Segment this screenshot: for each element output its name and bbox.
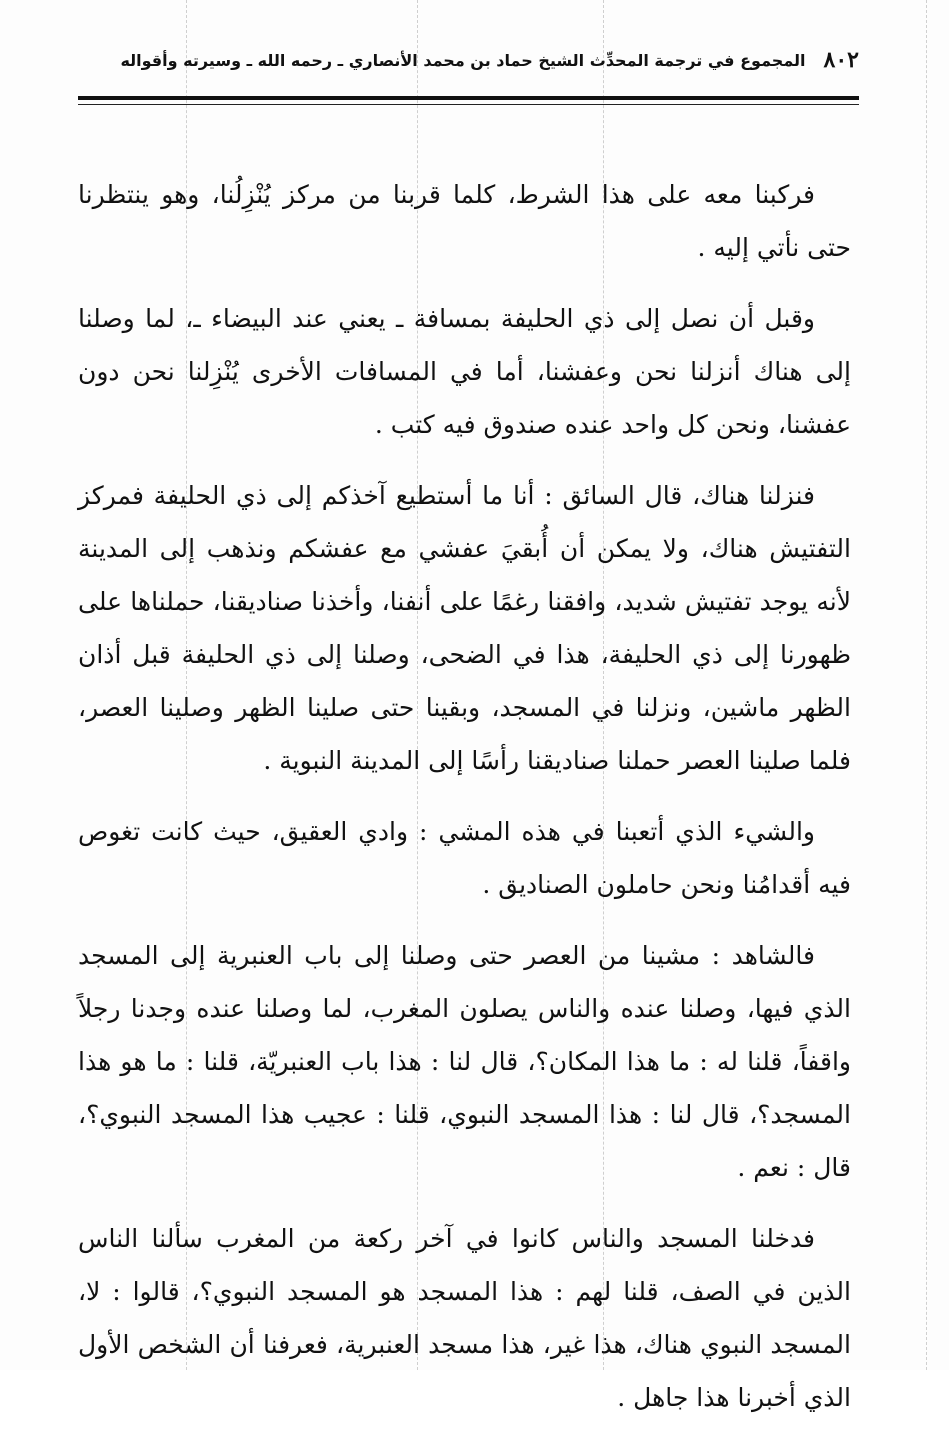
paragraph: وقبل أن نصل إلى ذي الحليفة بمسافة ـ يعني عند البيضاء ـ، لما وصلنا إلى هناك أنزلنا نحن وعفشنا، أما في المسافات الأخرى يُنْزِلنا نحن دون عفشنا، ونحن كل واحد عنده صندوق فيه كتب .: [78, 304, 851, 439]
paragraph: فركبنا معه على هذا الشرط، كلما قربنا من مركز يُنْزِلُنا، وهو ينتظرنا حتى نأتي إليه .: [78, 180, 851, 262]
page-header: [80, 40, 859, 80]
paragraph: فدخلنا المسجد والناس كانوا في آخر ركعة من المغرب سألنا الناس الذين في الصف، قلنا لهم : هذا المسجد هو المسجد النبوي؟، قالوا : لا، المسجد النبوي هناك، هذا غير، هذا مسجد العنبرية، فعرفنا أن الشخص الأول الذي أخبرنا هذا جاهل .: [78, 1224, 852, 1412]
page-number: ٨٠٢: [823, 47, 859, 73]
header-rule-thin: [78, 104, 859, 105]
body-text: [78, 168, 851, 1442]
paragraph: فنزلنا هناك، قال السائق : أنا ما أستطيع آخذكم إلى ذي الحليفة فمركز التفتيش هناك، ولا يمكن أن أُبقيَ عفشي مع عفشكم ونذهب إلى المدينة لأنه يوجد تفتيش شديد، وافقنا رغمًا على أنفنا، وأخذنا صناديقنا، حملناها على ظهورنا إلى ذي الحليفة، هذا في الضحى، وصلنا إلى ذي الحليفة قبل أذان الظهر ماشين، ونزلنا في المسجد، وبقينا حتى صلينا الظهر وصلينا العصر، فلما صلينا العصر حملنا صناديقنا رأسًا إلى المدينة النبوية .: [78, 481, 851, 775]
paragraph: فالشاهد : مشينا من العصر حتى وصلنا إلى باب العنبرية إلى المسجد الذي فيها، وصلنا عنده والناس يصلون المغرب، لما وصلنا عنده وجدنا رجلاً واقفاً، قلنا له : ما هذا المكان؟، قال لنا : هذا باب العنبريّة، قلنا : ما هو هذا المسجد؟، قال لنا : هذا المسجد النبوي، قلنا : عجيب هذا المسجد النبوي؟، قال : نعم .: [78, 941, 851, 1182]
header-rule-thick: [78, 96, 859, 100]
running-title: المجموع في ترجمة المحدِّث الشيخ حماد بن محمد الأنصاري ـ رحمه الله ـ وسيرته وأقواله: [120, 50, 806, 70]
scan-artifact-line: [926, 0, 927, 1370]
paragraph: والشيء الذي أتعبنا في هذه المشي : وادي العقيق، حيث كانت تغوص فيه أقدامُنا ونحن حاملون الصناديق .: [78, 817, 851, 899]
